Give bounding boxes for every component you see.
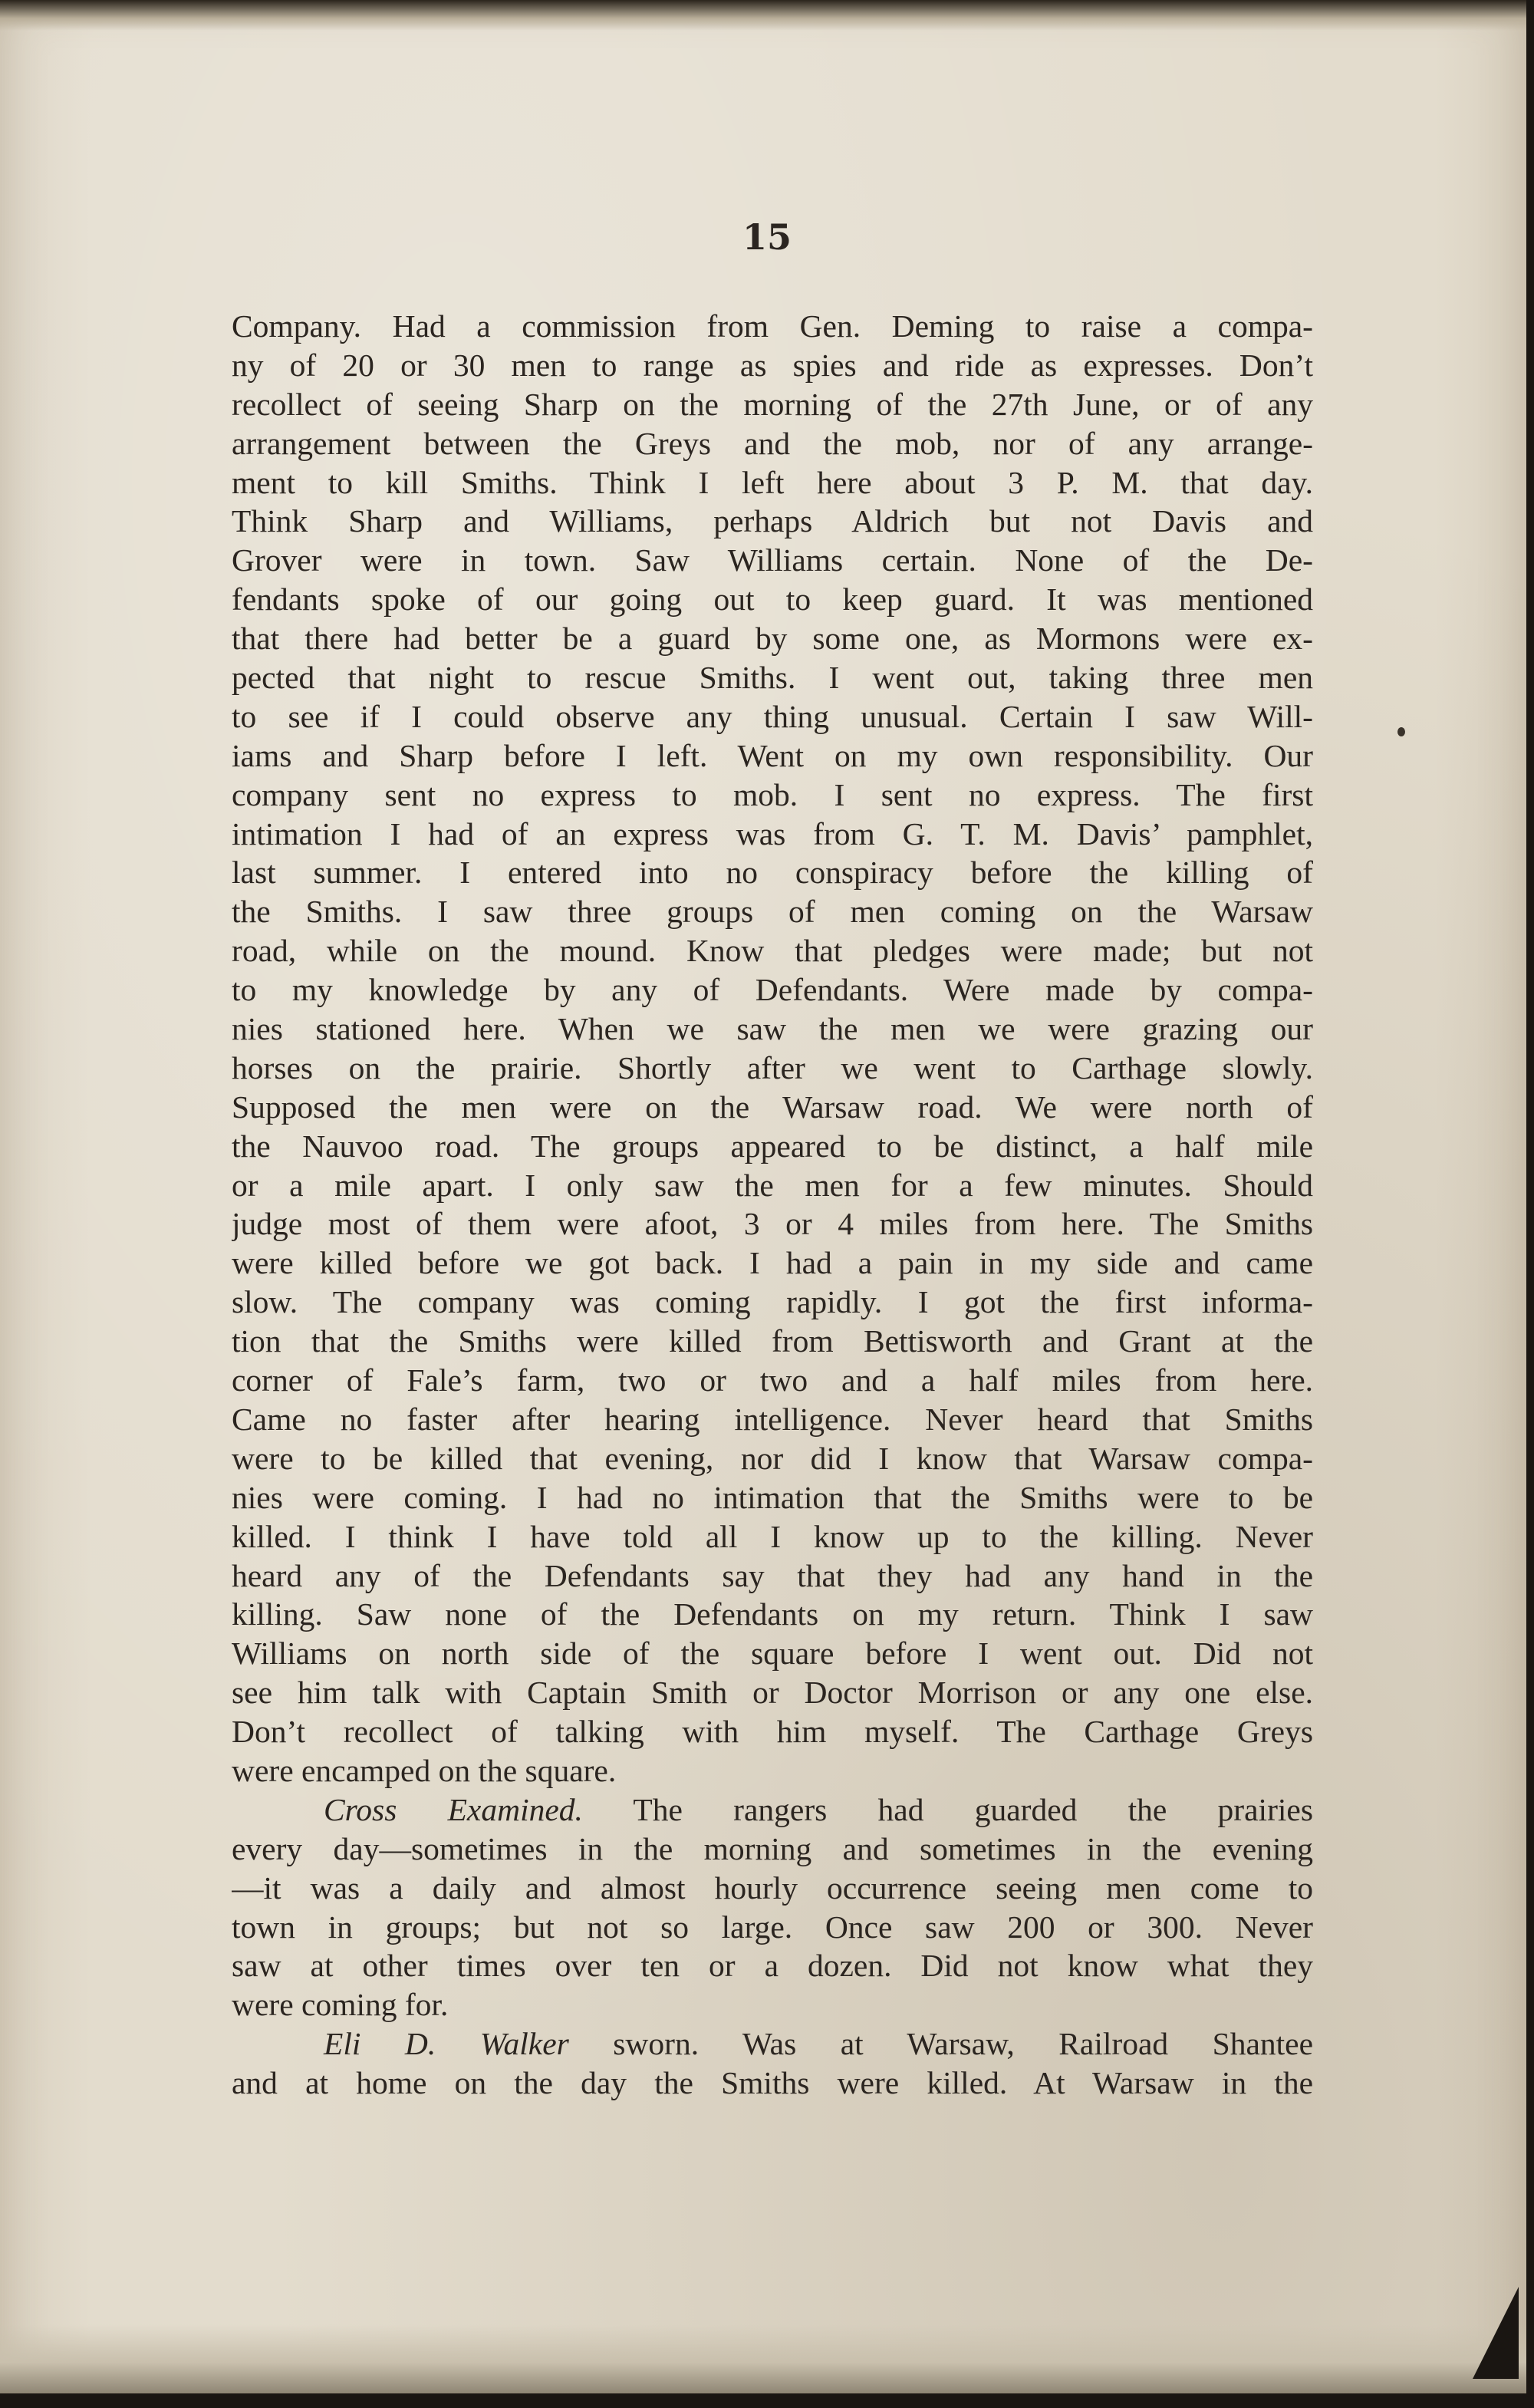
body-text	[232, 307, 1313, 2103]
text-line: killed. I think I have told all I know up to the killing. Never	[232, 1518, 1313, 1554]
torn-corner	[1473, 2287, 1519, 2379]
page-number: 15	[742, 216, 792, 258]
text-line: heard any of the Defendants say that they had any hand in the	[232, 1557, 1313, 1593]
text-line: pected that night to rescue Smiths. I went out, taking three men	[232, 660, 1313, 696]
text-line: every day—sometimes in the morning and sometimes in the evening	[232, 1830, 1313, 1866]
text-line: to see if I could observe any thing unusual. Certain I saw Will-	[232, 698, 1313, 734]
text-line: nies stationed here. When we saw the men we were grazing our	[232, 1011, 1313, 1047]
text-line: were killed before we got back. I had a pain in my side and came	[232, 1245, 1313, 1281]
text-line: see him talk with Captain Smith or Doctor Morrison or any one else.	[232, 1675, 1313, 1711]
text-line: recollect of seeing Sharp on the morning of the 27th June, or of any	[232, 386, 1313, 422]
text-line: tion that the Smiths were killed from Bettisworth and Grant at the	[232, 1323, 1313, 1359]
witness-name: Eli D. Walker	[324, 2026, 569, 2062]
text-line: killing. Saw none of the Defendants on my return. Think I saw	[232, 1596, 1313, 1632]
text-line: were coming for.	[232, 1987, 449, 2023]
ink-spot	[1397, 727, 1405, 736]
text-line: slow. The company was coming rapidly. I got the first informa-	[232, 1284, 1313, 1320]
text-line: —it was a daily and almost hourly occurrence seeing men come to	[232, 1869, 1313, 1906]
text-line: the Smiths. I saw three groups of men coming on the Warsaw	[232, 894, 1313, 930]
page-top-edge	[0, 0, 1526, 31]
text-line: Think Sharp and Williams, perhaps Aldrich but not Davis and	[232, 503, 1313, 539]
text-line: Grover were in town. Saw Williams certain. None of the De-	[232, 542, 1313, 578]
text-line: town in groups; but not so large. Once saw 200 or 300. Never	[232, 1909, 1313, 1945]
text-line: the Nauvoo road. The groups appeared to be distinct, a half mile	[232, 1128, 1313, 1164]
text-line: Company. Had a commission from Gen. Deming to raise a compa-	[232, 308, 1313, 344]
text-line: that there had better be a guard by some one, as Mormons were ex-	[232, 621, 1313, 657]
text-line: were encamped on the square.	[232, 1752, 617, 1788]
text-line: corner of Fale’s farm, two or two and a half miles from here.	[232, 1362, 1313, 1398]
cross-examined-label: Cross Examined.	[324, 1791, 583, 1827]
text-line: road, while on the mound. Know that pledges were made; but not	[232, 933, 1313, 969]
text-line: to my knowledge by any of Defendants. Were made by compa-	[232, 972, 1313, 1008]
witness-line	[232, 2024, 1313, 2064]
text-line: judge most of them were afoot, 3 or 4 miles from here. The Smiths	[232, 1206, 1313, 1242]
cross-examined-text: The rangers had guarded the prairies	[582, 1791, 1313, 1827]
text-line: last summer. I entered into no conspiracy before the killing of	[232, 855, 1313, 891]
cross-examination-line	[232, 1790, 1313, 1830]
text-line: ny of 20 or 30 men to range as spies and ride as expresses. Don’t	[232, 347, 1313, 383]
text-line: Came no faster after hearing intelligence. Never heard that Smiths	[232, 1401, 1313, 1437]
text-line: arrangement between the Greys and the mob, nor of any arrange-	[232, 425, 1313, 461]
text-line: nies were coming. I had no intimation that the Smiths were to be	[232, 1479, 1313, 1515]
text-line: fendants spoke of our going out to keep guard. It was mentioned	[232, 581, 1313, 618]
page-bottom-edge	[0, 2324, 1526, 2393]
text-line: intimation I had of an express was from G. T. M. Davis’ pamphlet,	[232, 815, 1313, 852]
text-line: Supposed the men were on the Warsaw road. We were north of	[232, 1089, 1313, 1125]
text-line: saw at other times over ten or a dozen. Did not know what they	[232, 1948, 1313, 1984]
text-line: company sent no express to mob. I sent no express. The first	[232, 776, 1313, 812]
text-line: Williams on north side of the square before I went out. Did not	[232, 1636, 1313, 1672]
text-line: ment to kill Smiths. Think I left here about 3 P. M. that day.	[232, 464, 1313, 500]
text-line: Don’t recollect of talking with him myself. The Carthage Greys	[232, 1714, 1313, 1750]
text-line: horses on the prairie. Shortly after we went to Carthage slowly.	[232, 1049, 1313, 1085]
text-line: iams and Sharp before I left. Went on my own responsibility. Our	[232, 737, 1313, 773]
witness-text: sworn. Was at Warsaw, Railroad Shantee	[568, 2026, 1313, 2062]
text-line: or a mile apart. I only saw the men for a few minutes. Should	[232, 1167, 1313, 1203]
text-line: and at home on the day the Smiths were killed. At Warsaw in the	[232, 2065, 1313, 2101]
text-line: were to be killed that evening, nor did I know that Warsaw compa-	[232, 1440, 1313, 1476]
